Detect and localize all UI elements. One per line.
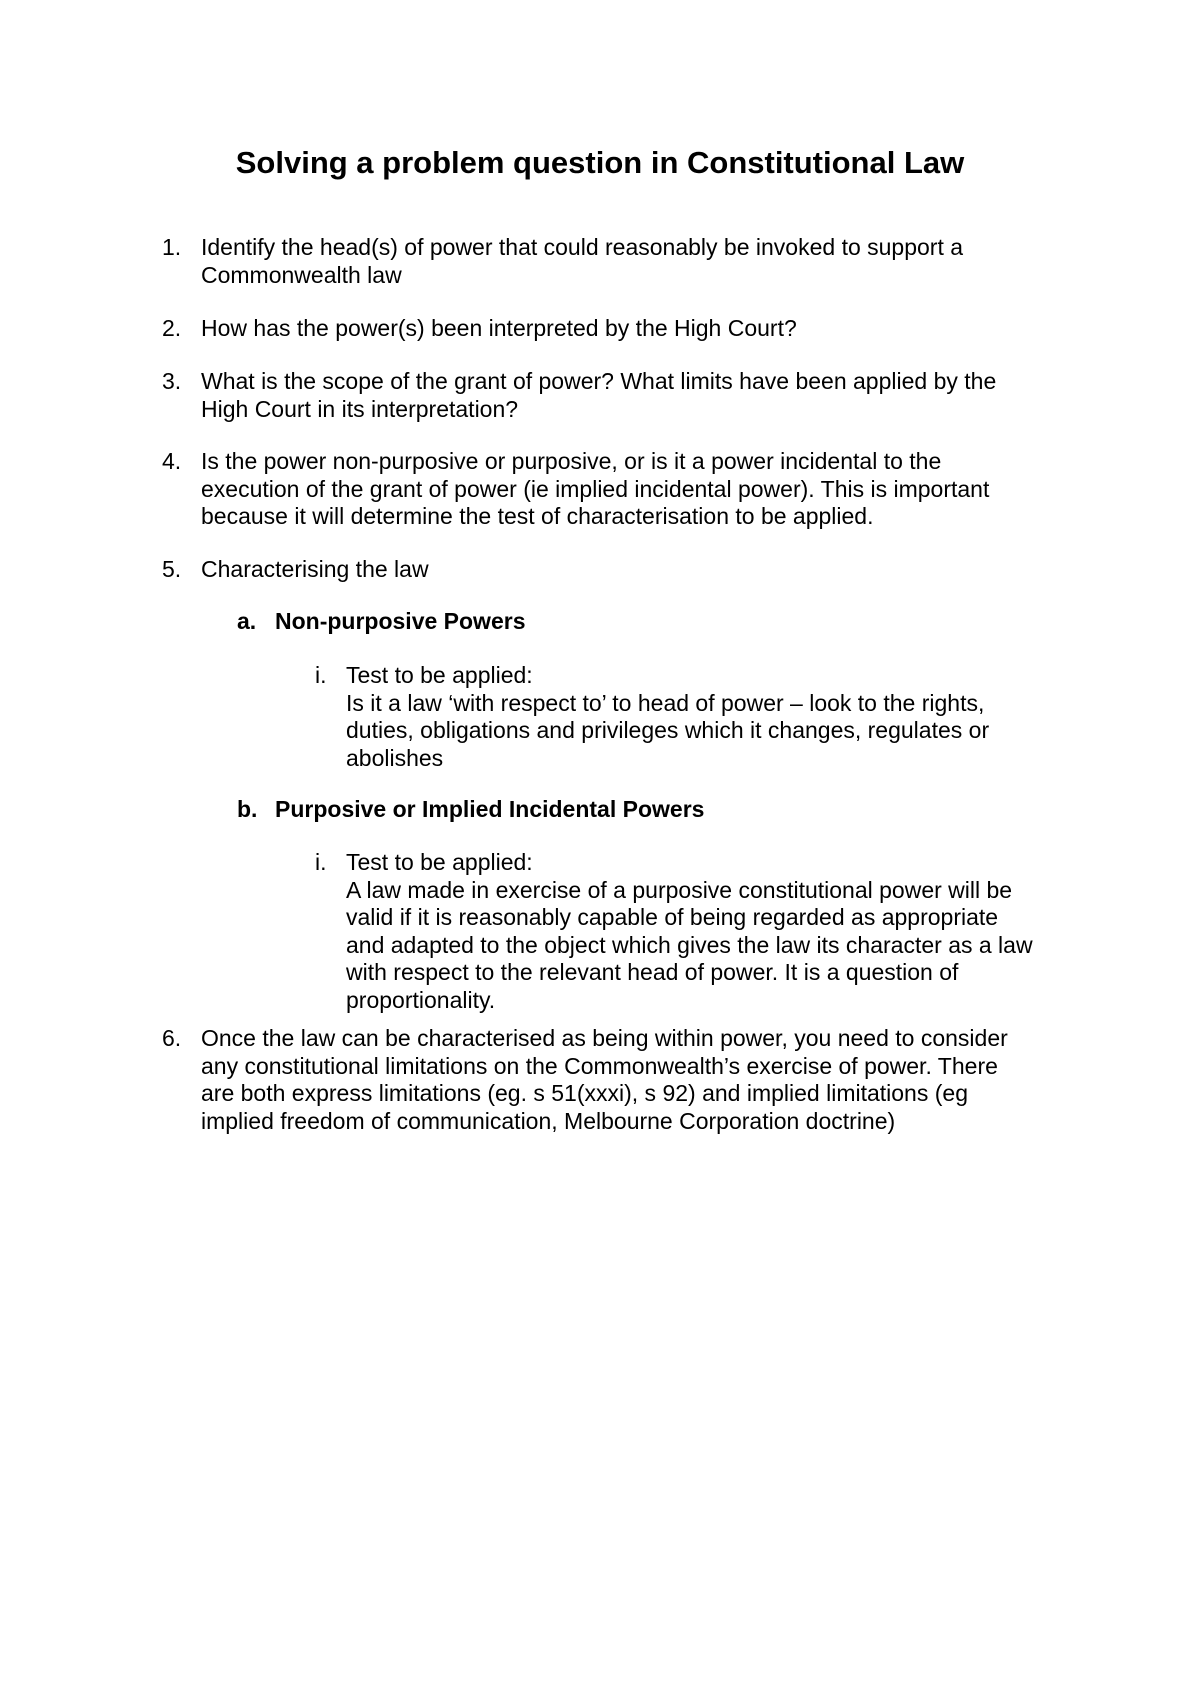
text-line: any constitutional limitations on the Commonwealth’s exercise of power. There — [201, 1052, 998, 1079]
text-line: Non-purposive Powers — [275, 608, 526, 634]
text-line: Is the power non-purposive or purposive, or is it a power incidental to the — [201, 448, 942, 474]
roman-numeral: i. — [315, 662, 327, 688]
list-item-text — [201, 315, 1101, 343]
sub-list-letter: a. — [237, 608, 257, 634]
list-item-text — [201, 1025, 1101, 1135]
text-line: Commonwealth law — [201, 261, 402, 288]
text-line: valid if it is reasonably capable of being regarded as appropriate — [346, 904, 999, 930]
text-line: Is it a law ‘with respect to’ to head of power – look to the rights, — [346, 689, 985, 716]
text-line: Identify the head(s) of power that could reasonably be invoked to support a — [201, 234, 964, 260]
text-line: execution of the grant of power (ie implied incidental power). This is important — [201, 475, 990, 502]
text-line: Test to be applied: — [346, 849, 533, 875]
sub-item-heading — [275, 796, 1095, 824]
text-line: How has the power(s) been interpreted by the High Court? — [201, 315, 797, 341]
list-number: 2. — [162, 315, 182, 341]
sub-list-letter: b. — [237, 796, 258, 822]
text-line: What is the scope of the grant of power? What limits have been applied by the — [201, 368, 997, 394]
list-item-text — [201, 368, 1101, 423]
text-line: duties, obligations and privileges which it changes, regulates or — [346, 717, 990, 743]
list-number: 3. — [162, 368, 182, 394]
text-line: and adapted to the object which gives the law its character as a law — [346, 931, 1033, 958]
sub-item-heading — [275, 608, 1095, 636]
list-item-text — [201, 448, 1101, 531]
list-number: 4. — [162, 448, 182, 474]
text-line: A law made in exercise of a purposive constitutional power will be — [346, 876, 1013, 903]
text-line: proportionality. — [346, 986, 496, 1013]
list-item-text — [201, 556, 1101, 584]
list-number: 5. — [162, 556, 182, 582]
text-line: Test to be applied: — [346, 662, 533, 688]
sub-sub-item-text — [346, 662, 1106, 772]
text-line: implied freedom of communication, Melbourne Corporation doctrine) — [201, 1107, 896, 1134]
list-number: 1. — [162, 234, 182, 260]
text-line: because it will determine the test of characterisation to be applied. — [201, 503, 874, 529]
text-line: abolishes — [346, 744, 444, 771]
text-line: Characterising the law — [201, 556, 429, 582]
roman-numeral: i. — [315, 849, 327, 875]
text-line: with respect to the relevant head of power. It is a question of — [346, 959, 959, 985]
list-item-text — [201, 234, 1101, 289]
text-line: Purposive or Implied Incidental Powers — [275, 796, 705, 822]
list-number: 6. — [162, 1025, 182, 1051]
sub-sub-item-text — [346, 849, 1106, 1014]
text-line: Once the law can be characterised as being within power, you need to consider — [201, 1025, 1008, 1051]
text-line: High Court in its interpretation? — [201, 395, 519, 422]
text-line: are both express limitations (eg. s 51(xxxi), s 92) and implied limitations (eg — [201, 1080, 968, 1106]
document-title: Solving a problem question in Constitutional Law — [235, 145, 965, 180]
